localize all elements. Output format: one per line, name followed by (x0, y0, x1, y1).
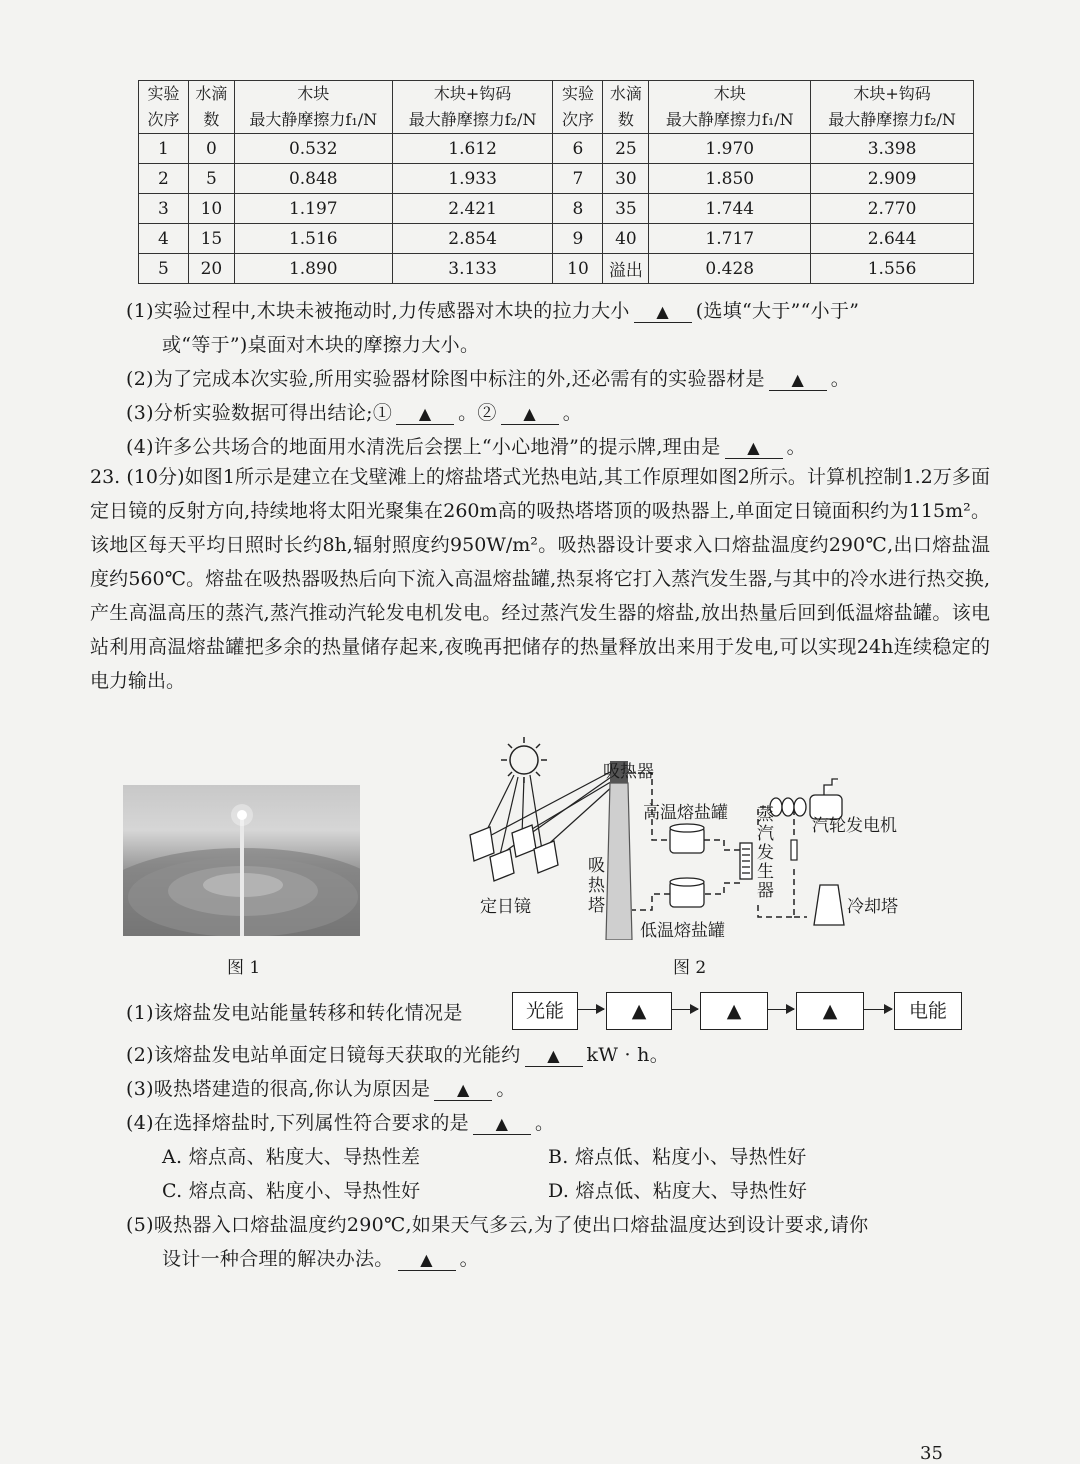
period: 。 (534, 1112, 555, 1134)
table-cell: 0.848 (234, 164, 392, 194)
table-header-row (139, 107, 974, 134)
label-char: 蒸 (757, 805, 774, 825)
table-row (139, 164, 974, 194)
chain-box-electric-energy: 电能 (894, 992, 962, 1030)
table-cell: 5 (139, 254, 189, 284)
chain-arrow-icon (672, 1009, 698, 1010)
table-cell: 3.133 (392, 254, 553, 284)
table-cell: 7 (553, 164, 603, 194)
q22-part4 (126, 432, 806, 459)
answer-blank[interactable]: ▲ (398, 1250, 456, 1271)
table-cell: 1.197 (234, 194, 392, 224)
label-char: 吸 (588, 856, 605, 876)
chain-arrow-icon (864, 1009, 892, 1010)
q22-part1-line1 (126, 296, 859, 323)
q23-part4-text: (4)在选择熔盐时,下列属性符合要求的是 (126, 1112, 469, 1134)
table-cell: 6 (553, 134, 603, 164)
period: 。 (562, 402, 583, 424)
table-cell: 2 (139, 164, 189, 194)
period: 。 (786, 436, 806, 458)
table-header: 数 (188, 107, 234, 134)
table-cell: 3 (139, 194, 189, 224)
table-cell: 10 (553, 254, 603, 284)
table-cell: 3.398 (811, 134, 974, 164)
page-number: 35 (920, 1443, 943, 1464)
q23-part5-text: 设计一种合理的解决办法。 (162, 1248, 394, 1270)
label-absorber: 吸热器 (603, 762, 654, 782)
label-char: 汽 (757, 824, 774, 844)
answer-blank[interactable]: ▲ (525, 1046, 583, 1067)
sun-icon (501, 737, 547, 783)
chain-box-blank[interactable]: ▲ (700, 992, 768, 1030)
table-cell: 10 (188, 194, 234, 224)
period: 。 (496, 1078, 516, 1100)
cooling-tower (814, 885, 844, 925)
table-cell: 1.612 (392, 134, 553, 164)
q23-part2 (126, 1040, 669, 1067)
answer-blank[interactable]: ▲ (501, 404, 559, 425)
table-cell: 2.854 (392, 224, 553, 254)
figure-2-caption: 图 2 (673, 958, 707, 978)
q22-part1-text: (选填“大于”“小于” (695, 300, 860, 322)
q23-part1-text: (1)该熔盐发电站能量转移和转化情况是 (126, 1002, 463, 1024)
label-hot-tank: 高温熔盐罐 (643, 803, 728, 823)
solar-station-photo (123, 785, 360, 936)
table-cell: 35 (603, 194, 649, 224)
table-cell: 2.421 (392, 194, 553, 224)
table-header: 最大静摩擦力f₁/N (649, 107, 811, 134)
answer-blank[interactable]: ▲ (725, 438, 783, 459)
answer-blank[interactable]: ▲ (634, 302, 692, 323)
chain-box-blank[interactable]: ▲ (606, 992, 672, 1030)
q22-part1-text: (1)实验过程中,木块未被拖动时,力传感器对木块的拉力大小 (126, 300, 630, 322)
table-cell: 4 (139, 224, 189, 254)
table-row (139, 134, 974, 164)
q23-part2-text: (2)该熔盐发电站单面定日镜每天获取的光能约 (126, 1044, 521, 1066)
table-cell: 1.933 (392, 164, 553, 194)
cold-tank (670, 878, 704, 907)
table-cell: 2.644 (811, 224, 974, 254)
table-cell: 1 (139, 134, 189, 164)
q23-part3-text: (3)吸热塔建造的很高,你认为原因是 (126, 1078, 431, 1100)
q22-part3-text: 。② (458, 402, 497, 424)
label-cold-tank: 低温熔盐罐 (640, 921, 725, 941)
table-header: 木块+钩码 (811, 81, 974, 108)
q23-part5-line1: (5)吸热器入口熔盐温度约290℃,如果天气多云,为了使出口熔盐温度达到设计要求,请你 (126, 1214, 869, 1236)
chain-box-blank[interactable]: ▲ (796, 992, 864, 1030)
table-cell: 1.970 (649, 134, 811, 164)
table-cell: 8 (553, 194, 603, 224)
q22-part2 (126, 364, 850, 391)
table-row (139, 194, 974, 224)
answer-blank[interactable]: ▲ (396, 404, 454, 425)
photo-drawing (123, 785, 360, 936)
label-tower (588, 856, 605, 916)
table-cell: 2.909 (811, 164, 974, 194)
q22-part3 (126, 398, 582, 425)
table-row (139, 224, 974, 254)
option-d[interactable]: D. 熔点低、粘度大、导热性好 (548, 1180, 808, 1202)
label-steam-generator (757, 806, 774, 901)
q22-part2-text: (2)为了完成本次实验,所用实验器材除图中标注的外,还必需有的实验器材是 (126, 368, 765, 390)
label-char: 器 (757, 881, 774, 901)
figure-1-caption: 图 1 (227, 958, 261, 978)
table-cell: 20 (188, 254, 234, 284)
table-cell: 2.770 (811, 194, 974, 224)
label-heliostat: 定日镜 (480, 897, 531, 917)
q23-part3 (126, 1074, 516, 1101)
label-char: 塔 (588, 896, 605, 916)
q22-part1-line2: 或“等于”)桌面对木块的摩擦力大小。 (162, 334, 480, 356)
table-cell: 9 (553, 224, 603, 254)
period: 。 (459, 1248, 479, 1270)
table-header: 木块 (234, 81, 392, 108)
table-cell: 溢出 (603, 254, 649, 284)
table-header: 水滴 (188, 81, 234, 108)
valve (791, 840, 797, 860)
steam-generator (740, 843, 752, 879)
answer-blank[interactable]: ▲ (434, 1080, 492, 1101)
table-cell: 1.717 (649, 224, 811, 254)
table-header: 次序 (139, 107, 189, 134)
table-header: 水滴 (603, 81, 649, 108)
table-cell: 1.890 (234, 254, 392, 284)
q23-part4 (126, 1108, 554, 1135)
option-b[interactable]: B. 熔点低、粘度小、导热性好 (548, 1146, 807, 1168)
option-c[interactable]: C. 熔点高、粘度小、导热性好 (162, 1180, 421, 1202)
label-char: 热 (588, 876, 605, 896)
table-cell: 15 (188, 224, 234, 254)
label-char: 生 (757, 862, 774, 882)
chain-box-light-energy: 光能 (512, 992, 578, 1030)
hot-tank (670, 824, 704, 853)
table-cell: 0 (188, 134, 234, 164)
answer-blank[interactable]: ▲ (473, 1114, 531, 1135)
table-cell: 25 (603, 134, 649, 164)
table-cell: 0.428 (649, 254, 811, 284)
table-header: 木块 (649, 81, 811, 108)
table-header-row (139, 81, 974, 108)
friction-data-table (138, 80, 974, 284)
heliostat-mirrors (470, 825, 558, 881)
table-cell: 30 (603, 164, 649, 194)
q22-part4-text: (4)许多公共场合的地面用水清洗后会摆上“小心地滑”的提示牌,理由是 (126, 436, 721, 458)
label-turbine: 汽轮发电机 (812, 816, 897, 836)
table-cell: 1.516 (234, 224, 392, 254)
table-cell: 1.744 (649, 194, 811, 224)
table-cell: 5 (188, 164, 234, 194)
table-cell: 40 (603, 224, 649, 254)
chain-arrow-icon (578, 1009, 604, 1010)
answer-blank[interactable]: ▲ (769, 370, 827, 391)
table-header: 最大静摩擦力f₂/N (392, 107, 553, 134)
table-header: 最大静摩擦力f₁/N (234, 107, 392, 134)
label-cooling-tower: 冷却塔 (847, 897, 898, 917)
table-header: 实验 (139, 81, 189, 108)
table-cell: 1.556 (811, 254, 974, 284)
table-header: 实验 (553, 81, 603, 108)
light-rays (482, 770, 614, 855)
q23-part2-unit: kW · h。 (586, 1044, 670, 1066)
table-header: 木块+钩码 (392, 81, 553, 108)
chain-arrow-icon (768, 1009, 794, 1010)
table-header: 最大静摩擦力f₂/N (811, 107, 974, 134)
pipes (628, 773, 807, 917)
absorber-tower (606, 761, 632, 940)
q23-intro: 23. (10分)如图1所示是建立在戈壁滩上的熔盐塔式光热电站,其工作原理如图2所示。计算机控制1.2万多面定日镜的反射方向,持续地将太阳光聚集在260m高的吸热塔塔顶的吸热器上,单面定日镜面积约为115m²。该地区每天平均日照时长约8h,辐射照度约950W/m²。吸热器设计要求入口熔盐温度约290℃,出口熔盐温度约560℃。熔盐在吸热器吸热后向下流入高温熔盐罐,热泵将它打入蒸汽发生器,与其中的冷水进行热交换,产生高温高压的蒸汽,蒸汽推动汽轮发电机发电。经过蒸汽发生器的熔盐,放出热量后回到低温熔盐罐。该电站利用高温熔盐罐把多余的热量储存起来,夜晚再把储存的热量释放出来用于发电,可以实现24h连续稳定的电力输出。 (90, 466, 990, 692)
table-cell: 1.850 (649, 164, 811, 194)
table-row (139, 254, 974, 284)
table-cell: 0.532 (234, 134, 392, 164)
option-a[interactable]: A. 熔点高、粘度大、导热性差 (162, 1146, 421, 1168)
label-char: 发 (757, 843, 774, 863)
q22-part3-text: (3)分析实验数据可得出结论;① (126, 402, 393, 424)
table-header: 数 (603, 107, 649, 134)
period: 。 (830, 368, 851, 390)
q23-part5-line2 (162, 1244, 479, 1271)
table-header: 次序 (553, 107, 603, 134)
